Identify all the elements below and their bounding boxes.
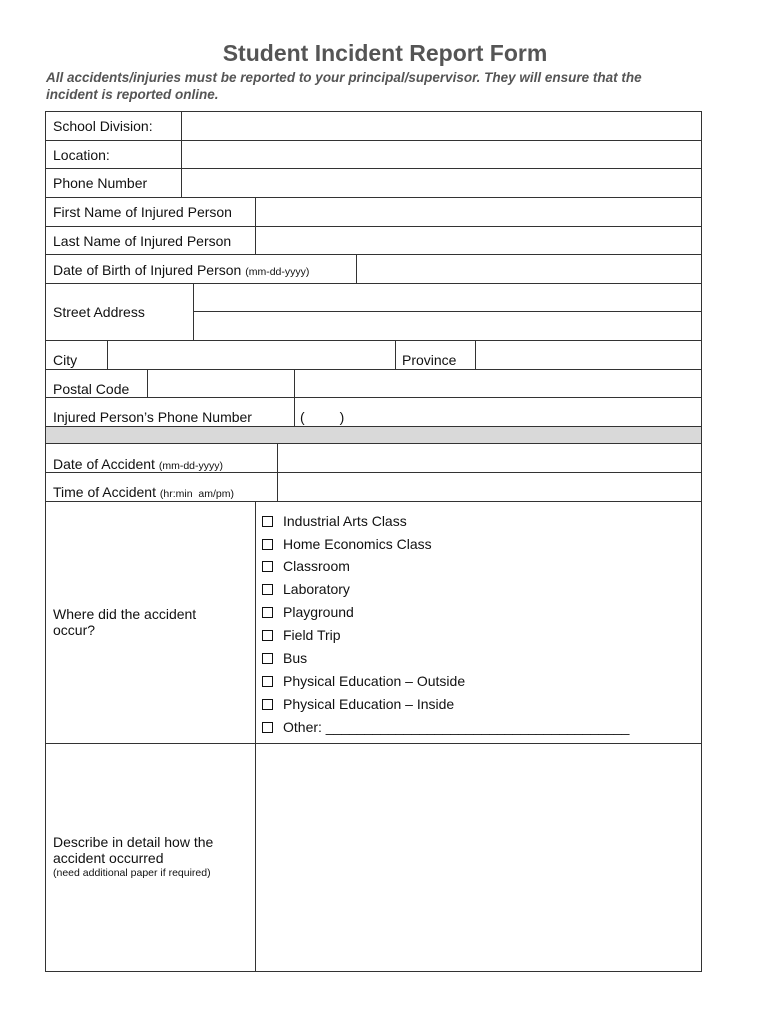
option-label: Laboratory bbox=[283, 581, 350, 597]
intro-line-1: All accidents/injuries must be reported to your principal/supervisor. They will ensure that the bbox=[46, 70, 642, 85]
option-label: Classroom bbox=[283, 558, 350, 574]
option-label: Physical Education – Outside bbox=[283, 673, 466, 689]
option-label: Industrial Arts Class bbox=[283, 513, 407, 529]
describe-label bbox=[53, 834, 213, 880]
phone-number-label: Phone Number bbox=[53, 175, 148, 191]
checkbox[interactable] bbox=[262, 676, 273, 687]
location-field[interactable] bbox=[182, 141, 701, 168]
city-label: City bbox=[53, 352, 78, 368]
date-of-accident-text: Date of Accident bbox=[53, 456, 155, 472]
time-of-accident-field[interactable] bbox=[278, 473, 701, 501]
dob-label-text: Date of Birth of Injured Person bbox=[53, 262, 242, 278]
describe-textarea[interactable] bbox=[256, 744, 701, 971]
location-label: Location: bbox=[53, 147, 110, 163]
where-question-line-1: Where did the accident bbox=[53, 606, 197, 622]
location-option[interactable] bbox=[262, 602, 354, 622]
postal-code-extra-field[interactable] bbox=[295, 370, 701, 397]
describe-line-2: accident occurred bbox=[53, 850, 164, 866]
dob-label bbox=[53, 262, 309, 280]
location-option[interactable] bbox=[262, 694, 454, 714]
school-division-label: School Division: bbox=[53, 118, 153, 134]
section-separator bbox=[46, 426, 701, 443]
location-option[interactable] bbox=[262, 579, 350, 599]
checkbox[interactable] bbox=[262, 516, 273, 527]
checkbox[interactable] bbox=[262, 584, 273, 595]
date-format-hint: (mm-dd-yyyy) bbox=[158, 460, 224, 472]
location-option[interactable] bbox=[262, 671, 465, 691]
dob-format-hint: (mm-dd-yyyy) bbox=[245, 266, 310, 278]
option-label: Physical Education – Inside bbox=[283, 696, 455, 712]
checkbox[interactable] bbox=[262, 607, 273, 618]
checkbox[interactable] bbox=[262, 539, 273, 550]
describe-note: (need additional paper if required) bbox=[53, 867, 211, 879]
location-option[interactable] bbox=[262, 625, 341, 645]
checkbox[interactable] bbox=[262, 653, 273, 664]
last-name-field[interactable] bbox=[256, 227, 701, 254]
location-option[interactable] bbox=[262, 511, 407, 531]
location-option[interactable] bbox=[262, 717, 629, 737]
street-address-line-2[interactable] bbox=[194, 312, 701, 340]
checkbox[interactable] bbox=[262, 561, 273, 572]
first-name-field[interactable] bbox=[256, 198, 701, 226]
first-name-label: First Name of Injured Person bbox=[53, 204, 232, 220]
checkbox[interactable] bbox=[262, 630, 273, 641]
injured-phone-label: Injured Person’s Phone Number bbox=[53, 409, 252, 425]
street-address-label: Street Address bbox=[53, 304, 145, 320]
dob-field[interactable] bbox=[357, 255, 701, 283]
phone-number-field[interactable] bbox=[182, 169, 701, 197]
last-name-label: Last Name of Injured Person bbox=[53, 233, 232, 249]
checkbox[interactable] bbox=[262, 699, 273, 710]
date-of-accident-field[interactable] bbox=[278, 444, 701, 472]
where-question-line-2: occur? bbox=[53, 622, 96, 638]
postal-code-label: Postal Code bbox=[53, 381, 130, 397]
postal-code-field[interactable] bbox=[148, 370, 294, 397]
province-label: Province bbox=[402, 352, 457, 368]
location-option[interactable] bbox=[262, 648, 307, 668]
province-field[interactable] bbox=[476, 341, 701, 369]
option-label-other[interactable]: Other: _______________________________________ bbox=[283, 719, 630, 735]
intro-line-2: incident is reported online. bbox=[46, 87, 219, 102]
time-format-hint: (hr:min am/pm) bbox=[159, 488, 234, 500]
city-field[interactable] bbox=[108, 341, 395, 369]
where-question-label bbox=[53, 606, 196, 638]
row-divider bbox=[45, 397, 702, 398]
form-title: Student Incident Report Form bbox=[222, 40, 548, 66]
injured-phone-field[interactable]: ( ) bbox=[300, 409, 345, 425]
option-label: Field Trip bbox=[283, 627, 341, 643]
row-divider bbox=[45, 426, 702, 427]
option-label: Bus bbox=[283, 650, 308, 666]
location-option[interactable] bbox=[262, 556, 350, 576]
school-division-field[interactable] bbox=[182, 112, 701, 140]
time-of-accident-label bbox=[53, 484, 234, 502]
time-of-accident-text: Time of Accident bbox=[53, 484, 156, 500]
date-of-accident-label bbox=[53, 456, 223, 474]
form-instructions bbox=[46, 69, 736, 103]
checkbox[interactable] bbox=[262, 722, 273, 733]
describe-line-1: Describe in detail how the bbox=[53, 834, 214, 850]
location-option[interactable] bbox=[262, 534, 432, 554]
option-label: Playground bbox=[283, 604, 354, 620]
street-address-line-1[interactable] bbox=[194, 284, 701, 311]
option-label: Home Economics Class bbox=[283, 536, 432, 552]
column-divider bbox=[395, 340, 396, 369]
